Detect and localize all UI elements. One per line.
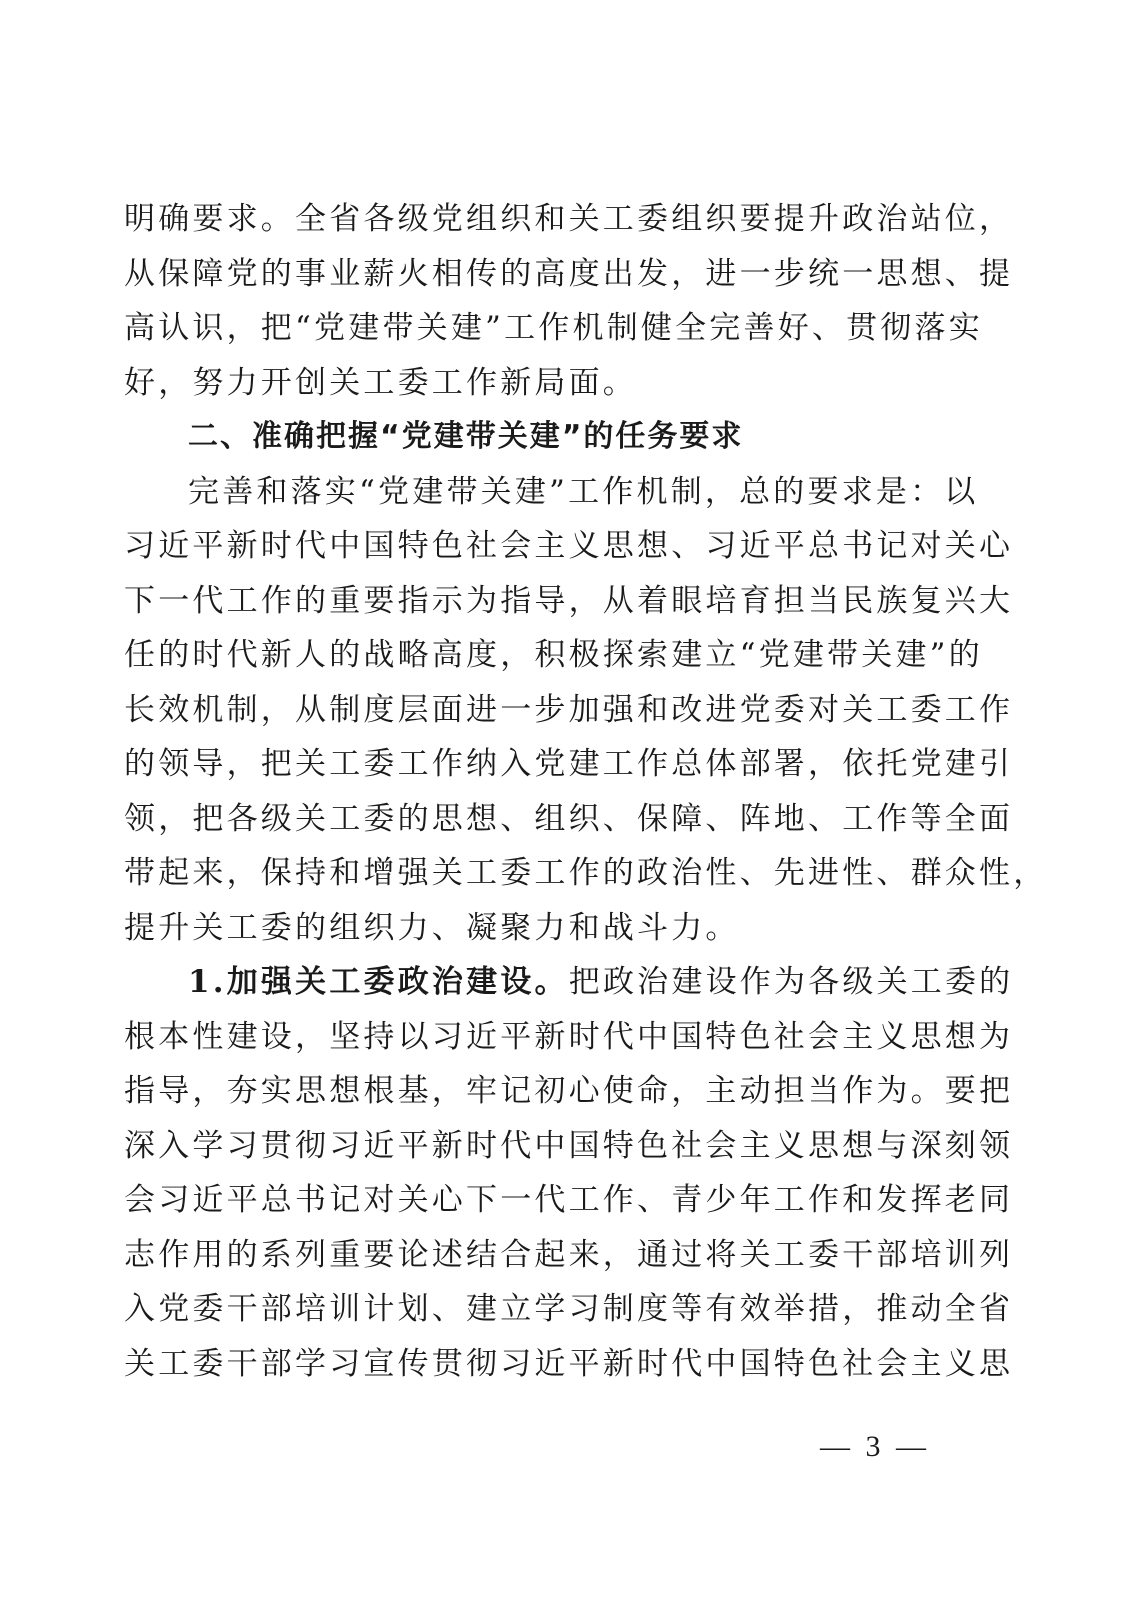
text-line: 的领导，把关工委工作纳入党建工作总体部署，依托党建引 — [124, 746, 1014, 782]
page-number: — 3 — — [820, 1430, 930, 1463]
text-line: 任的时代新人的战略高度，积极探索建立“党建带关建”的 — [124, 637, 983, 673]
text-line: 习近平新时代中国特色社会主义思想、习近平总书记对关心 — [124, 528, 1014, 564]
text-line: 从保障党的事业薪火相传的高度出发，进一步统一思想、提 — [124, 255, 1014, 292]
item-1-title: 1.加强关工委政治建设。 — [188, 964, 569, 1000]
text-line: 提升关工委的组织力、凝聚力和战斗力。 — [124, 909, 740, 946]
text-line: 会习近平总书记对关心下一代工作、青少年工作和发挥老同 — [124, 1182, 1014, 1218]
text-line: 好，努力开创关工委工作新局面。 — [124, 364, 637, 401]
item-1-text: 把政治建设作为各级关工委的 — [568, 964, 1014, 1000]
text-line: 高认识，把“党建带关建”工作机制健全完善好、贯彻落实 — [124, 310, 983, 346]
text-line: 长效机制，从制度层面进一步加强和改进党委对关工委工作 — [124, 691, 1014, 728]
text-line: 下一代工作的重要指示为指导，从着眼培育担当民族复兴大 — [124, 582, 1014, 619]
text-line: 带起来，保持和增强关工委工作的政治性、先进性、群众性， — [124, 855, 1048, 891]
text-line: 深入学习贯彻习近平新时代中国特色社会主义思想与深刻领 — [124, 1127, 1014, 1164]
text-line: 指导，夯实思想根基，牢记初心使命，主动担当作为。要把 — [124, 1073, 1014, 1109]
item-1-line — [124, 955, 1014, 1010]
text-line: 关工委干部学习宣传贯彻习近平新时代中国特色社会主义思 — [124, 1345, 1014, 1382]
text-line: 明确要求。全省各级党组织和关工委组织要提升政治站位， — [124, 201, 1014, 237]
text-line: 入党委干部培训计划、建立学习制度等有效举措，推动全省 — [124, 1291, 1014, 1327]
text-line: 志作用的系列重要论述结合起来，通过将关工委干部培训列 — [124, 1236, 1014, 1273]
text-line: 完善和落实“党建带关建”工作机制，总的要求是：以 — [188, 473, 979, 510]
text-line: 领，把各级关工委的思想、组织、保障、阵地、工作等全面 — [124, 800, 1014, 837]
text-line: 根本性建设，坚持以习近平新时代中国特色社会主义思想为 — [124, 1018, 1014, 1055]
section-heading: 二、准确把握“党建带关建”的任务要求 — [188, 419, 744, 454]
body-text — [124, 192, 1048, 1391]
